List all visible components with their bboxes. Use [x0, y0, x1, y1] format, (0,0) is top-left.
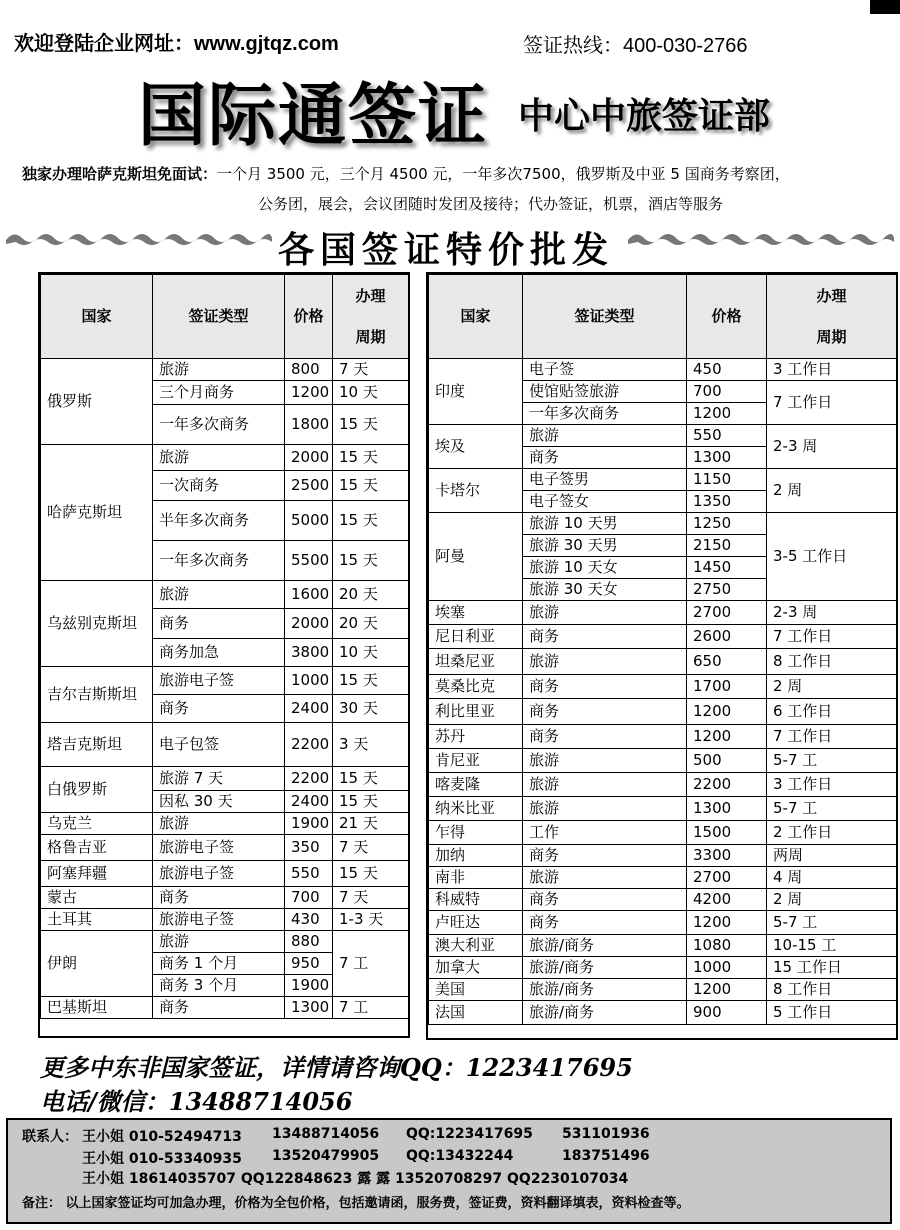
country-cell: 乍得 [429, 821, 523, 845]
price-cell: 1150 [687, 469, 767, 491]
footer-note: 备注： 以上国家签证均可加急办理，价格为全包价格，包括邀请函，服务费，签证费，资料翻译填表，资料检查等。 [22, 1196, 690, 1211]
country-cell: 土耳其 [41, 909, 153, 931]
period-cell: 15 天 [333, 767, 409, 791]
table-row [429, 957, 897, 979]
price-cell: 1200 [687, 911, 767, 935]
country-cell: 吉尔吉斯斯坦 [41, 667, 153, 723]
contact-label: 联系人： [22, 1129, 78, 1145]
visa-type-cell: 旅游电子签 [153, 835, 285, 861]
country-cell: 南非 [429, 867, 523, 889]
price-cell: 1080 [687, 935, 767, 957]
visa-type-cell: 旅游/商务 [523, 1001, 687, 1025]
country-cell: 格鲁吉亚 [41, 835, 153, 861]
country-cell: 埃塞 [429, 601, 523, 625]
table-row [429, 889, 897, 911]
price-cell: 2200 [285, 767, 333, 791]
price-cell: 1500 [687, 821, 767, 845]
table-row [41, 887, 409, 909]
visa-type-cell: 半年多次商务 [153, 501, 285, 541]
period-cell: 10 天 [333, 639, 409, 667]
visa-type-cell: 商务 [153, 887, 285, 909]
price-cell: 5000 [285, 501, 333, 541]
period-cell: 15 天 [333, 471, 409, 501]
country-cell: 巴基斯坦 [41, 997, 153, 1019]
table-row [41, 667, 409, 695]
visa-type-cell: 商务 [523, 699, 687, 725]
price-cell: 2200 [285, 723, 333, 767]
period-cell: 7 天 [333, 887, 409, 909]
price-cell: 900 [687, 1001, 767, 1025]
table-row [429, 979, 897, 1001]
table-row [429, 935, 897, 957]
country-cell: 利比里亚 [429, 699, 523, 725]
visa-type-cell: 电子签 [523, 359, 687, 381]
price-cell: 700 [285, 887, 333, 909]
country-cell: 白俄罗斯 [41, 767, 153, 813]
period-cell: 2 工作日 [767, 821, 897, 845]
price-cell: 2200 [687, 773, 767, 797]
table-row [41, 581, 409, 609]
visa-type-cell: 因私 30 天 [153, 791, 285, 813]
table-row [41, 931, 409, 953]
country-cell: 卢旺达 [429, 911, 523, 935]
visa-type-cell: 电子签男 [523, 469, 687, 491]
country-cell: 埃及 [429, 425, 523, 469]
visa-type-cell: 商务 [153, 997, 285, 1019]
visa-type-cell: 旅游电子签 [153, 909, 285, 931]
visa-type-cell: 电子包签 [153, 723, 285, 767]
visa-type-cell: 旅游 [523, 749, 687, 773]
price-cell: 1000 [285, 667, 333, 695]
table-row [41, 359, 409, 381]
period-cell: 7 工 [333, 931, 409, 997]
period-cell: 15 工作日 [767, 957, 897, 979]
table-row [41, 997, 409, 1019]
period-cell: 两周 [767, 845, 897, 867]
country-cell: 伊朗 [41, 931, 153, 997]
table-row [429, 867, 897, 889]
price-cell: 950 [285, 953, 333, 975]
country-cell: 阿塞拜疆 [41, 861, 153, 887]
price-cell: 2150 [687, 535, 767, 557]
contact-1-qq: QQ:1223417695 [406, 1126, 533, 1142]
visa-type-cell: 旅游 30 天男 [523, 535, 687, 557]
period-cell: 5-7 工 [767, 911, 897, 935]
price-cell: 1300 [687, 447, 767, 469]
brand-subtitle: 中心中旅签证部 [518, 96, 771, 137]
period-cell: 7 工 [333, 997, 409, 1019]
period-cell: 2 周 [767, 675, 897, 699]
table-header-row [429, 275, 897, 359]
contact-2-phone: 13520479905 [272, 1148, 380, 1164]
visa-type-cell: 旅游 [153, 581, 285, 609]
visa-type-cell: 旅游 [523, 649, 687, 675]
header-price: 价格 [687, 275, 767, 359]
table-row [429, 797, 897, 821]
table-row [429, 821, 897, 845]
period-cell: 15 天 [333, 861, 409, 887]
left-visa-table [40, 274, 409, 1019]
more-countries-line: 更多中东非国家签证，详情请咨询QQ：1223417695 [40, 1053, 633, 1082]
visa-type-cell: 旅游 30 天女 [523, 579, 687, 601]
price-cell: 700 [687, 381, 767, 403]
price-cell: 2400 [285, 791, 333, 813]
visa-type-cell: 旅游 [523, 425, 687, 447]
contact-1-phone: 13488714056 [272, 1126, 380, 1142]
period-cell: 20 天 [333, 581, 409, 609]
table-row [41, 909, 409, 931]
price-cell: 500 [687, 749, 767, 773]
visa-type-cell: 商务 [153, 695, 285, 723]
price-cell: 2600 [687, 625, 767, 649]
visa-type-cell: 商务 3 个月 [153, 975, 285, 997]
price-cell: 1200 [687, 979, 767, 1001]
price-cell: 800 [285, 359, 333, 381]
price-cell: 3800 [285, 639, 333, 667]
visa-type-cell: 旅游/商务 [523, 979, 687, 1001]
intro-text: 一个月 3500 元，三个月 4500 元，一年多次7500，俄罗斯及中亚 5 国商务考察团， [217, 165, 790, 183]
price-cell: 450 [687, 359, 767, 381]
visa-type-cell: 旅游 [523, 773, 687, 797]
price-cell: 2700 [687, 867, 767, 889]
visa-type-cell: 工作 [523, 821, 687, 845]
price-cell: 1600 [285, 581, 333, 609]
country-cell: 加纳 [429, 845, 523, 867]
period-cell: 7 工作日 [767, 381, 897, 425]
price-cell: 1900 [285, 813, 333, 835]
country-cell: 科威特 [429, 889, 523, 911]
period-cell: 7 工作日 [767, 625, 897, 649]
period-cell: 15 天 [333, 791, 409, 813]
period-cell: 2 周 [767, 889, 897, 911]
country-cell: 乌克兰 [41, 813, 153, 835]
header-type: 签证类型 [523, 275, 687, 359]
price-cell: 4200 [687, 889, 767, 911]
intro-label: 独家办理哈萨克斯坦免面试： [22, 165, 218, 183]
visa-type-cell: 旅游 [523, 797, 687, 821]
price-cell: 2750 [687, 579, 767, 601]
table-row [41, 723, 409, 767]
period-cell: 8 工作日 [767, 649, 897, 675]
period-cell: 2-3 周 [767, 425, 897, 469]
header-period: 办理 周期 [333, 275, 409, 359]
visa-type-cell: 商务 [523, 675, 687, 699]
visa-type-cell: 商务 [523, 625, 687, 649]
visa-type-cell: 一年多次商务 [153, 541, 285, 581]
country-cell: 纳米比亚 [429, 797, 523, 821]
period-cell: 3 工作日 [767, 359, 897, 381]
table-row [429, 773, 897, 797]
wave-decoration-left [6, 228, 272, 248]
country-cell: 澳大利亚 [429, 935, 523, 957]
visa-type-cell: 一年多次商务 [523, 403, 687, 425]
country-cell: 乌兹别克斯坦 [41, 581, 153, 667]
contact-3-line: 王小姐 18614035707 QQ122848623 露 露 13520708297 QQ2230107034 [82, 1171, 629, 1187]
visa-type-cell: 旅游电子签 [153, 861, 285, 887]
header-period: 办理 周期 [767, 275, 897, 359]
table-row [41, 861, 409, 887]
wave-decoration-right [628, 228, 894, 248]
price-cell: 880 [285, 931, 333, 953]
phone-wechat-line: 电话/微信：13488714056 [40, 1087, 353, 1116]
country-cell: 加拿大 [429, 957, 523, 979]
period-cell: 15 天 [333, 541, 409, 581]
country-cell: 尼日利亚 [429, 625, 523, 649]
contact-1-name: 王小姐 010-52494713 [82, 1129, 242, 1145]
header-country: 国家 [429, 275, 523, 359]
header-type: 签证类型 [153, 275, 285, 359]
table-row [41, 835, 409, 861]
period-cell: 7 工作日 [767, 725, 897, 749]
table-row [429, 911, 897, 935]
visa-type-cell: 旅游 [523, 601, 687, 625]
period-cell: 2-3 周 [767, 601, 897, 625]
price-cell: 2700 [687, 601, 767, 625]
visa-type-cell: 商务加急 [153, 639, 285, 667]
period-cell: 3-5 工作日 [767, 513, 897, 601]
contact-1-qq2: 531101936 [562, 1126, 650, 1142]
table-row [429, 749, 897, 773]
period-cell: 15 天 [333, 501, 409, 541]
visa-type-cell: 电子签女 [523, 491, 687, 513]
visa-type-cell: 商务 [523, 447, 687, 469]
period-cell: 15 天 [333, 445, 409, 471]
period-cell: 3 天 [333, 723, 409, 767]
visa-type-cell: 一年多次商务 [153, 405, 285, 445]
period-cell: 2 周 [767, 469, 897, 513]
price-cell: 1800 [285, 405, 333, 445]
country-cell: 蒙古 [41, 887, 153, 909]
price-cell: 1250 [687, 513, 767, 535]
price-cell: 1900 [285, 975, 333, 997]
price-cell: 2000 [285, 609, 333, 639]
price-cell: 1200 [687, 699, 767, 725]
website-line: 欢迎登陆企业网址：www.gjtqz.com [14, 33, 339, 55]
period-cell: 10 天 [333, 381, 409, 405]
hotline: 签证热线：400-030-2766 [523, 35, 748, 57]
header-country: 国家 [41, 275, 153, 359]
visa-type-cell: 旅游 [153, 931, 285, 953]
visa-type-cell: 旅游 [153, 359, 285, 381]
price-cell: 1350 [687, 491, 767, 513]
price-cell: 1300 [285, 997, 333, 1019]
table-row [429, 425, 897, 447]
visa-type-cell: 旅游/商务 [523, 935, 687, 957]
country-cell: 苏丹 [429, 725, 523, 749]
price-cell: 350 [285, 835, 333, 861]
corner-mark [870, 0, 900, 14]
visa-type-cell: 旅游 [523, 867, 687, 889]
price-cell: 1200 [687, 403, 767, 425]
table-row [429, 625, 897, 649]
price-cell: 2000 [285, 445, 333, 471]
price-cell: 1000 [687, 957, 767, 979]
period-cell: 7 天 [333, 359, 409, 381]
price-cell: 550 [687, 425, 767, 447]
period-cell: 1-3 天 [333, 909, 409, 931]
visa-type-cell: 使馆贴签旅游 [523, 381, 687, 403]
table-row [429, 725, 897, 749]
visa-type-cell: 旅游电子签 [153, 667, 285, 695]
visa-type-cell: 商务 [523, 725, 687, 749]
country-cell: 哈萨克斯坦 [41, 445, 153, 581]
price-cell: 1200 [687, 725, 767, 749]
period-cell: 7 天 [333, 835, 409, 861]
table-row [429, 601, 897, 625]
visa-type-cell: 旅游/商务 [523, 957, 687, 979]
visa-type-cell: 旅游 [153, 813, 285, 835]
table-row [41, 767, 409, 791]
visa-type-cell: 商务 [523, 845, 687, 867]
table-row [429, 699, 897, 725]
period-cell: 15 天 [333, 667, 409, 695]
price-cell: 3300 [687, 845, 767, 867]
table-row [429, 513, 897, 535]
visa-type-cell: 三个月商务 [153, 381, 285, 405]
period-cell: 8 工作日 [767, 979, 897, 1001]
period-cell: 6 工作日 [767, 699, 897, 725]
country-cell: 法国 [429, 1001, 523, 1025]
table-row [41, 813, 409, 835]
table-row [41, 445, 409, 471]
header-price: 价格 [285, 275, 333, 359]
visa-type-cell: 商务 [153, 609, 285, 639]
country-cell: 卡塔尔 [429, 469, 523, 513]
price-cell: 1700 [687, 675, 767, 699]
table-row [429, 845, 897, 867]
price-cell: 1450 [687, 557, 767, 579]
period-cell: 5 工作日 [767, 1001, 897, 1025]
country-cell: 坦桑尼亚 [429, 649, 523, 675]
price-cell: 5500 [285, 541, 333, 581]
table-row [429, 675, 897, 699]
period-cell: 3 工作日 [767, 773, 897, 797]
price-cell: 2500 [285, 471, 333, 501]
visa-type-cell: 旅游 7 天 [153, 767, 285, 791]
right-visa-table [428, 274, 897, 1025]
table-header-row [41, 275, 409, 359]
visa-type-cell: 一次商务 [153, 471, 285, 501]
country-cell: 阿曼 [429, 513, 523, 601]
country-cell: 喀麦隆 [429, 773, 523, 797]
period-cell: 5-7 工 [767, 749, 897, 773]
price-cell: 650 [687, 649, 767, 675]
visa-type-cell: 旅游 10 天男 [523, 513, 687, 535]
price-cell: 430 [285, 909, 333, 931]
country-cell: 肯尼亚 [429, 749, 523, 773]
intro-line-2: 公务团，展会，会议团随时发团及接待；代办签证，机票，酒店等服务 [258, 195, 724, 213]
visa-type-cell: 商务 [523, 889, 687, 911]
country-cell: 印度 [429, 359, 523, 425]
intro-line-1 [22, 163, 790, 184]
period-cell: 30 天 [333, 695, 409, 723]
period-cell: 15 天 [333, 405, 409, 445]
country-cell: 莫桑比克 [429, 675, 523, 699]
table-row [429, 469, 897, 491]
country-cell: 塔吉克斯坦 [41, 723, 153, 767]
period-cell: 4 周 [767, 867, 897, 889]
table-row [429, 359, 897, 381]
country-cell: 俄罗斯 [41, 359, 153, 445]
visa-type-cell: 旅游 10 天女 [523, 557, 687, 579]
section-title: 各国签证特价批发 [278, 229, 615, 271]
period-cell: 21 天 [333, 813, 409, 835]
table-row [429, 649, 897, 675]
visa-type-cell: 商务 [523, 911, 687, 935]
contact-2-name: 王小姐 010-53340935 [82, 1151, 242, 1167]
price-cell: 1200 [285, 381, 333, 405]
contact-2-qq: QQ:13432244 [406, 1148, 514, 1164]
contact-2-qq2: 183751496 [562, 1148, 650, 1164]
brand-title: 国际通签证 [138, 76, 489, 156]
price-cell: 1300 [687, 797, 767, 821]
period-cell: 20 天 [333, 609, 409, 639]
visa-type-cell: 商务 1 个月 [153, 953, 285, 975]
country-cell: 美国 [429, 979, 523, 1001]
visa-type-cell: 旅游 [153, 445, 285, 471]
price-cell: 2400 [285, 695, 333, 723]
price-cell: 550 [285, 861, 333, 887]
period-cell: 10-15 工 [767, 935, 897, 957]
period-cell: 5-7 工 [767, 797, 897, 821]
table-row [429, 1001, 897, 1025]
